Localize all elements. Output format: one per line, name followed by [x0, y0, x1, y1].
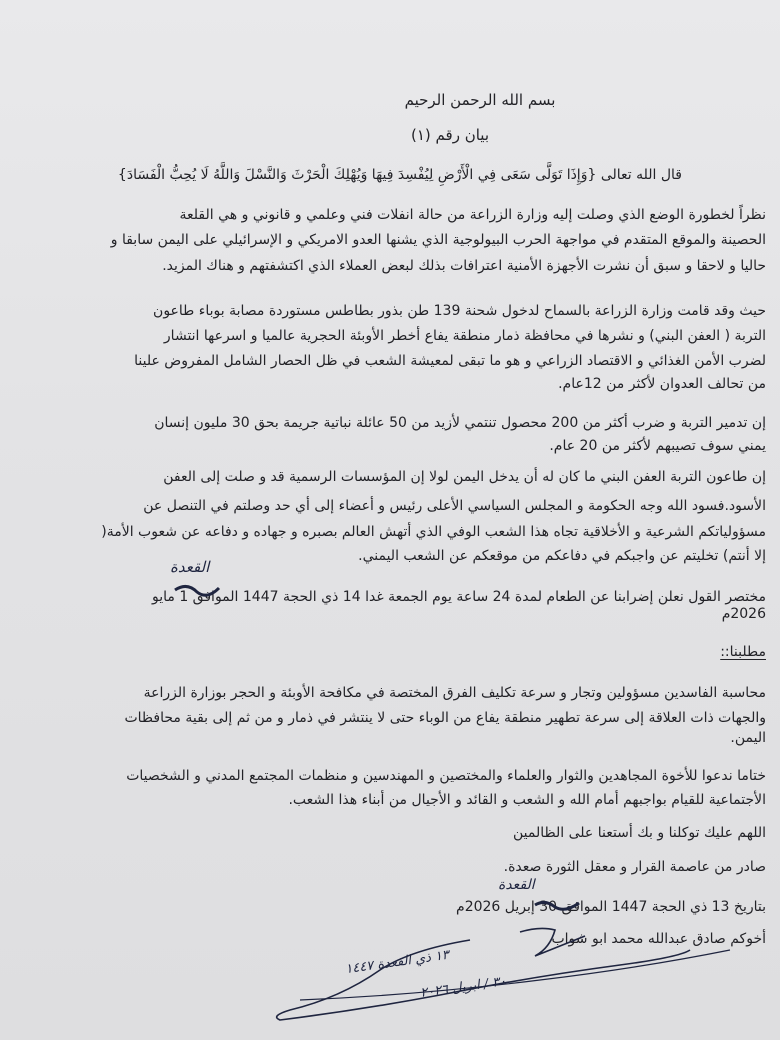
- basmala: بسم الله الرحمن الرحيم: [404, 91, 556, 109]
- paragraph-4-line-3: مسؤولياتكم الشرعية و الأخلاقية تجاه هذا الشعب الوفي الذي أتهش العالم بصبره و جهاده و دفاعه عن شعوب الأمة(: [101, 524, 766, 540]
- issued-from: صادر من عاصمة القرار و معقل الثورة صعدة.: [503, 859, 766, 875]
- paragraph-4-line-2: الأسود.فسود الله وجه الحكومة و المجلس السياسي الأعلى رئيس و أعضاء إلى أي حد وصلتم في التنصل عن: [143, 498, 766, 514]
- paragraph-2-line-3: لضرب الأمن الغذائي و الاقتصاد الزراعي و هو ما تبقى لمعيشة الشعب في ظل الحصار الشامل المفروض علينا: [134, 353, 766, 369]
- paragraph-2-line-2: التربة ( العفن البني) و نشرها في محافظة ذمار منطقة يفاع أخطر الأوبئة الحجرية عالميا و اسرعها انتشار: [163, 328, 766, 344]
- handwritten-signature-gregorian-date: ٣٠ / ابريل ٢٠٢٦: [419, 974, 508, 1001]
- paragraph-1-line-3: حاليا و لاحقا و سبق أن نشرت الأجهزة الأمنية اعترافات بذلك لبعض العملاء الذي اكتشفتهم و هناك المزيد.: [162, 258, 766, 274]
- demands-heading: مطلبنا::: [720, 644, 766, 660]
- paragraph-7-line-1: ختاما ندعوا للأخوة المجاهدين والثوار والعلماء والمختصين و المهندسين و منظمات المجتمع المدني و الشخصيات: [126, 768, 766, 784]
- paragraph-5-line-2: 2026م: [721, 606, 766, 622]
- paragraph-6-line-2: والجهات ذات العلاقة إلى سرعة تطهير منطقة يفاع من الوباء حتى لا ينتشر في ذمار و من ثم إلى بقية محافظات: [124, 710, 766, 726]
- paragraph-6-line-1: محاسبة الفاسدين مسؤولين وتجار و سرعة تكليف الفرق المختصة في مكافحة الأوبئة و الحجر بوزارة الزراعة: [143, 685, 766, 701]
- paragraph-1-line-1: نظراً لخطورة الوضع الذي وصلت إليه وزارة الزراعة من حالة انفلات فني وعلمي و قانوني و هي القلعة: [179, 207, 766, 223]
- paragraph-2-line-1: حيث وقد قامت وزارة الزراعة بالسماح لدخول شحنة 139 طن بذور بطاطس مستوردة مصابة بوباء طاعون: [153, 303, 766, 319]
- quran-verse: قال الله تعالى {وَإِذَا تَوَلَّى سَعَى فِي الْأَرْضِ لِيُفْسِدَ فِيهَا وَيُهْلِكَ الْحَرْثَ وَالنَّسْلَ وَاللَّهُ لَا يُحِبُّ الْفَسَادَ}: [117, 167, 682, 183]
- signature-stroke-tail: [300, 947, 730, 1000]
- paragraph-1-line-2: الحصينة والموقع المتقدم في مواجهة الحرب البيولوجية الذي يشنها العدو الامريكي و الإسرائيلي على اليمن سابقا و: [110, 232, 766, 248]
- signature-name: أخوكم صادق عبدالله محمد ابو شواب: [551, 931, 766, 947]
- paragraph-4-line-4: إلا أنتم) تخليتم عن واجبكم في دفاعكم من موقعكم عن الشعب اليمني.: [358, 548, 766, 564]
- paragraph-4-line-1: إن طاعون التربة العفن البني ما كان له أن يدخل اليمن لولا إن المؤسسات الرسمية قد و صلت إلى العفن: [163, 469, 766, 485]
- handwritten-correction-month: القعدة: [170, 558, 210, 576]
- paragraph-6-line-3: اليمن.: [730, 730, 766, 746]
- paragraph-7-line-2: الأجتماعية للقيام بواجبهم أمام الله و الشعب و القائد و الأجيال من أبناء هذا الشعب.: [288, 792, 766, 808]
- statement-number: بيان رقم (١): [411, 126, 489, 144]
- paragraph-3-line-2: يمني سوف تصيبهم لأكثر من 20 عام.: [549, 438, 766, 454]
- handwritten-correction-month-2: القعدة: [498, 877, 535, 893]
- closing-prayer: اللهم عليك توكلنا و بك أستعنا على الظالمين: [513, 825, 766, 841]
- date-line: بتاريخ 13 ذي الحجة 1447 الموافق 30 إبريل 2026م: [456, 899, 766, 915]
- paragraph-2-line-4: من تحالف العدوان لأكثر من 12عام.: [558, 376, 766, 392]
- paragraph-3-line-1: إن تدمير التربة و ضرب أكثر من 200 محصول تنتمي لأزيد من 50 عائلة نباتية جريمة بحق 30 مليون إنسان: [154, 415, 766, 431]
- handwritten-signature-date: ١٣ ذي القعدة ١٤٤٧: [344, 947, 450, 978]
- paragraph-5-line-1: مختصر القول نعلن إضرابنا عن الطعام لمدة 24 ساعة يوم الجمعة غدا 14 ذي الحجة 1447 الموافق 1 مايو: [151, 589, 766, 605]
